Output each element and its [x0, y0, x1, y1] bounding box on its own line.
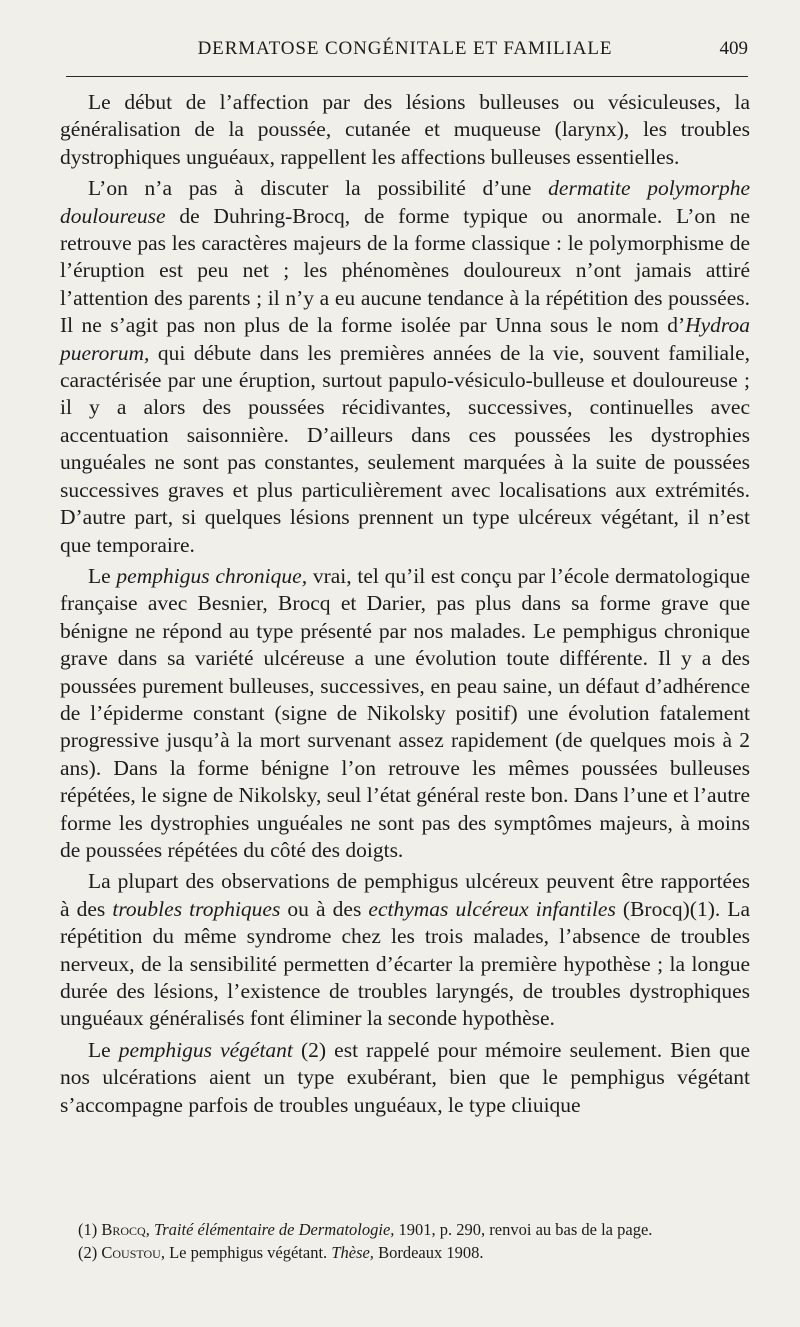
- book-title: Traité élémentaire de Dermatologie,: [153, 1220, 395, 1239]
- text-run: Le début de l’affection par des lésions bulleuses ou vésiculeuses, la généralisation de la poussée, cutanée et muqueuse (larynx), les troubles dystrophiques unguéaux, rappellent les affections bulleuses essentielles.: [60, 90, 750, 169]
- text-run: Le pemphigus végétant.: [164, 1243, 332, 1262]
- text-run: Bordeaux 1908.: [373, 1243, 484, 1262]
- running-head: [62, 38, 748, 68]
- text-run: Le: [88, 1037, 119, 1062]
- italic-term: ecthymas ulcéreux infantiles: [368, 896, 616, 921]
- footnote-marker: (2): [78, 1243, 102, 1262]
- text-run: ou à des: [280, 896, 369, 921]
- footnotes: [60, 1220, 744, 1263]
- text-run: qui débute dans les premières années de la vie, souvent familiale, caractérisée par une éruption, surtout papulo-vésiculo-bulleuse et douloureuse ; il y a alors des poussées récidivantes, successives, continuelles avec accentuation saisonnière. D’ailleurs dans ces poussées les dystrophies unguéales ne sont pas constantes, seulement marquées à la suite de poussées successives graves et plus particulièrement avec localisations aux extrémités. D’autre part, si quelques lésions prennent un type ulcéreux végétant, il n’est que temporaire.: [60, 340, 750, 557]
- text-run: vrai, tel qu’il est conçu par l’école dermatologique française avec Besnier, Brocq et Darier, pas plus dans sa forme grave que bénigne ne répond au type présenté par nos malades. Le pemphigus chronique grave dans sa variété ulcéreuse a une évolution toute différente. Il y a des poussées purement bulleuses, successives, en peau saine, un défaut d’adhérence de l’épiderme constant (signe de Nikolsky positif) une évolution fatalement progressive jusqu’à la mort survenant assez rapidement (de quelques mois à 2 ans). Dans la forme bénigne l’on retrouve les mêmes poussées bulleuses répétées, le signe de Nikolsky, seul l’état général reste bon. Dans l’une et l’autre forme les dystrophies unguéales ne sont pas des symptômes majeurs, à moins de poussées répétées du côté des doigts.: [60, 563, 750, 862]
- text-run: (Brocq)(1). La répétition du même syndrome chez les trois malades, l’absence de troubles nerveux, de la sensibilité permetten d’écarter la première hypothèse ; la longue durée des lésions, l’existence de troubles laryngés, de troubles dystrophiques unguéaux généralisés font éliminer la seconde hypothèse.: [60, 896, 751, 1031]
- italic-term: pemphigus végétant: [118, 1037, 293, 1062]
- paragraph: [60, 563, 750, 864]
- text-run: (2) est rappelé pour mémoire seulement. Bien que nos ulcérations aient un type exubérant, bien que le pemphigus végétant s’accompagne parfois de troubles unguéaux, le type cliuique: [60, 1037, 750, 1117]
- paragraph: [60, 868, 750, 1032]
- italic-term: troubles trophiques: [112, 896, 281, 921]
- footnote-marker: (1): [78, 1220, 102, 1239]
- text-run: L’on n’a pas à discuter la possibilité d’une: [88, 176, 549, 201]
- page-number: 409: [719, 38, 748, 59]
- body-text: [60, 89, 750, 1119]
- paragraph: [60, 1037, 750, 1119]
- italic-term: Hydroa puerorum,: [60, 313, 750, 365]
- italic-term: pemphigus chronique,: [116, 563, 308, 588]
- paragraph: [60, 89, 750, 171]
- text-run: Le: [88, 563, 117, 588]
- text-run: de Duhring-Brocq, de forme typique ou anormale. L’on ne retrouve pas les caractères majeurs de la forme classique : le polymorphisme de l’éruption est peu net ; les phénomènes douloureux n’ont jamais attiré l’attention des parents ; il n’y a eu aucune tendance à la répétition des poussées. Il ne s’agit pas non plus de la forme isolée par Unna sous le nom d’: [60, 203, 750, 338]
- thesis-label: Thèse,: [331, 1243, 374, 1262]
- footnote: [60, 1243, 744, 1263]
- paragraph: [60, 175, 750, 559]
- header-rule: [66, 76, 748, 77]
- text-run: La plupart des observations de pemphigus ulcéreux peuvent être rapportées à des: [60, 869, 750, 921]
- italic-term: dermatite polymorphe douloureuse: [60, 176, 750, 228]
- running-title: DERMATOSE CONGÉNITALE ET FAMILIALE: [197, 38, 613, 59]
- author-name: Coustou,: [101, 1243, 165, 1262]
- footnote: [60, 1220, 744, 1240]
- text-run: 1901, p. 290, renvoi au bas de la page.: [394, 1220, 653, 1239]
- author-name: Brocq,: [101, 1220, 150, 1239]
